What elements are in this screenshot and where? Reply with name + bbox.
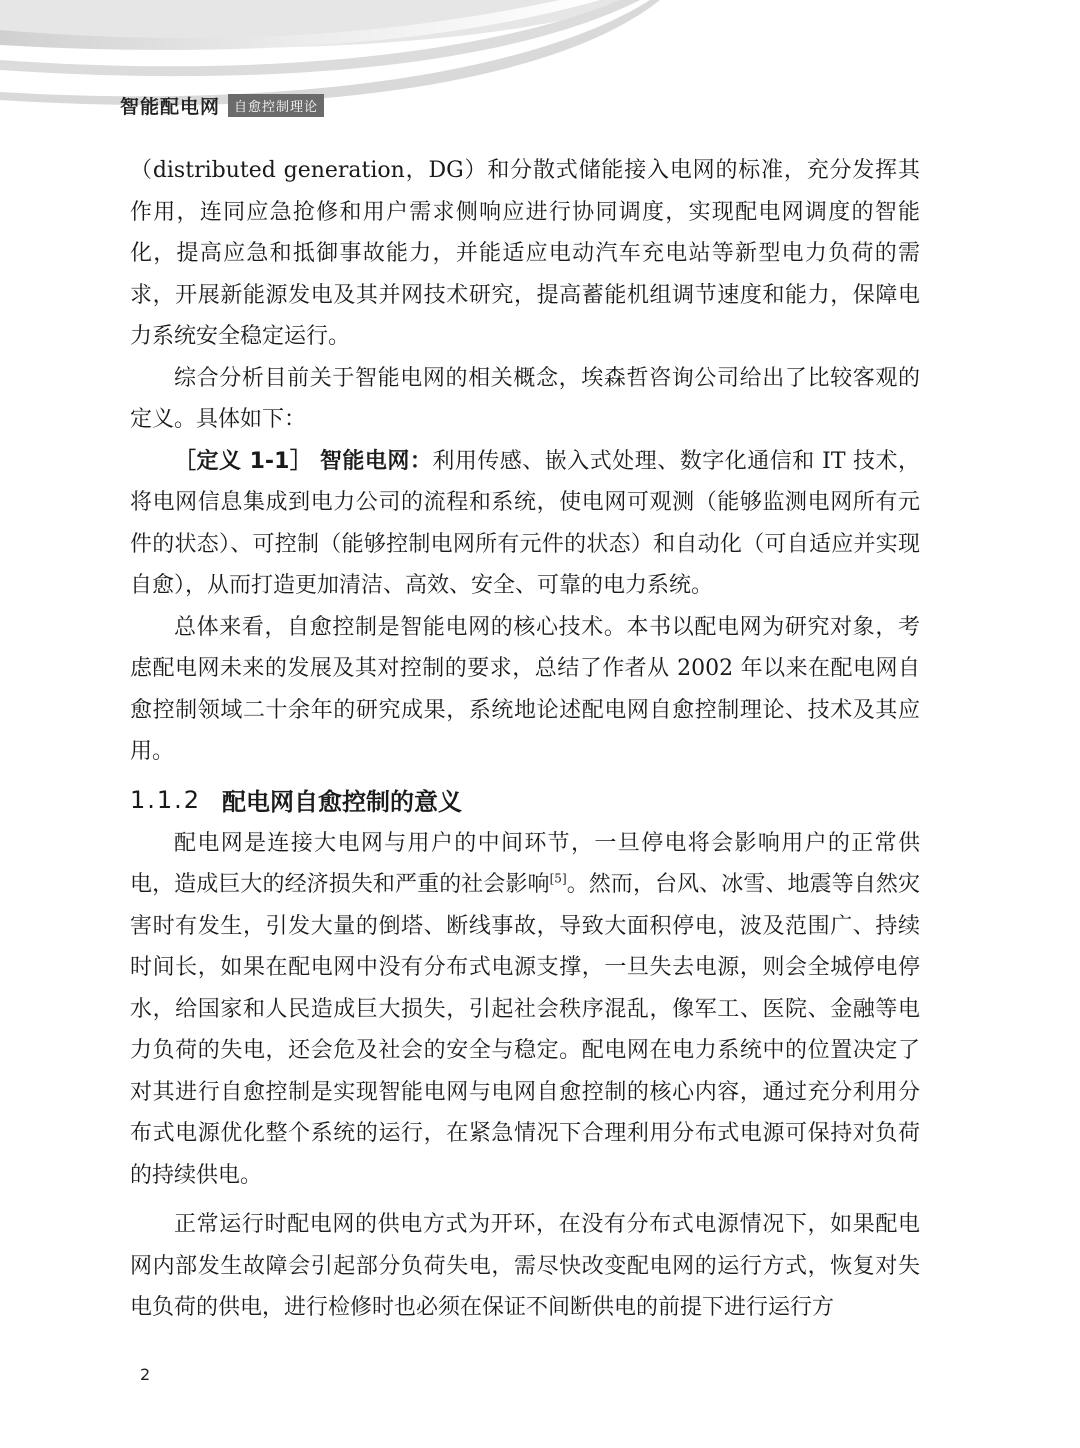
definition-paragraph xyxy=(130,441,920,607)
page-number: 2 xyxy=(140,1365,151,1384)
paragraph-5: 正常运行时配电网的供电方式为开环，在没有分布式电源情况下，如果配电网内部发生故障会引起部分负荷失电，需尽快改变配电网的运行方式，恢复对失电负荷的供电，进行检修时也必须在保证不间断供电的前提下进行运行方 xyxy=(130,1212,920,1320)
paragraph-4 xyxy=(130,823,920,1197)
citation-reference[interactable]: [5] xyxy=(549,871,567,886)
section-title: 配电网自愈控制的意义 xyxy=(222,788,462,816)
definition-label: ［定义 1-1］ xyxy=(174,448,313,474)
section-heading xyxy=(130,777,920,823)
book-title: 智能配电网 xyxy=(120,96,221,118)
paragraph-4-part-b: 。然而，台风、冰雪、地震等自然灾害时有发生，引发大量的倒塔、断线事故，导致大面积停电，波及范围广、持续时间长，如果在配电网中没有分布式电源支撑，一旦失去电源，则会全城停电停水，给国家和人民造成巨大损失，引起社会秩序混乱，像军工、医院、金融等电力负荷的失电，还会危及社会的安全与稳定。配电网在电力系统中的位置决定了对其进行自愈控制是实现智能电网与电网自愈控制的核心内容，通过充分利用分布式电源优化整个系统的运行，在紧急情况下合理利用分布式电源可保持对负荷的持续供电。 xyxy=(130,872,920,1188)
header-swoosh-decoration xyxy=(0,0,1080,140)
section-number: 1.1.2 xyxy=(130,785,202,814)
page-body xyxy=(130,150,920,1329)
paragraph-2: 综合分析目前关于智能电网的相关概念，埃森哲咨询公司给出了比较客观的定义。具体如下： xyxy=(130,365,920,432)
paragraph-3: 总体来看，自愈控制是智能电网的核心技术。本书以配电网为研究对象，考虑配电网未来的发展及其对控制的要求，总结了作者从 2002 年以来在配电网自愈控制领域二十余年的研究成果，系统地论述配电网自愈控制理论、技术及其应用。 xyxy=(130,614,920,764)
running-header xyxy=(120,92,324,119)
paragraph-1: （distributed generation，DG）和分散式储能接入电网的标准，充分发挥其作用，连同应急抢修和用户需求侧响应进行协同调度，实现配电网调度的智能化，提高应急和抵御事故能力，并能适应电动汽车充电站等新型电力负荷的需求，开展新能源发电及其并网技术研究，提高蓄能机组调节速度和能力，保障电力系统安全稳定运行。 xyxy=(130,158,920,349)
book-subtitle-badge: 自愈控制理论 xyxy=(228,94,324,117)
definition-term: 智能电网： xyxy=(319,448,433,474)
definition-text: 利用传感、嵌入式处理、数字化通信和 IT 技术，将电网信息集成到电力公司的流程和系统，使电网可观测（能够监测电网所有元件的状态）、可控制（能够控制电网所有元件的状态）和自动化（可自适应并实现自愈），从而打造更加清洁、高效、安全、可靠的电力系统。 xyxy=(130,448,921,598)
paragraph-4-part-a: 配电网是连接大电网与用户的中间环节，一旦停电将会影响用户的正常供电，造成巨大的经济损失和严重的社会影响 xyxy=(130,830,920,897)
